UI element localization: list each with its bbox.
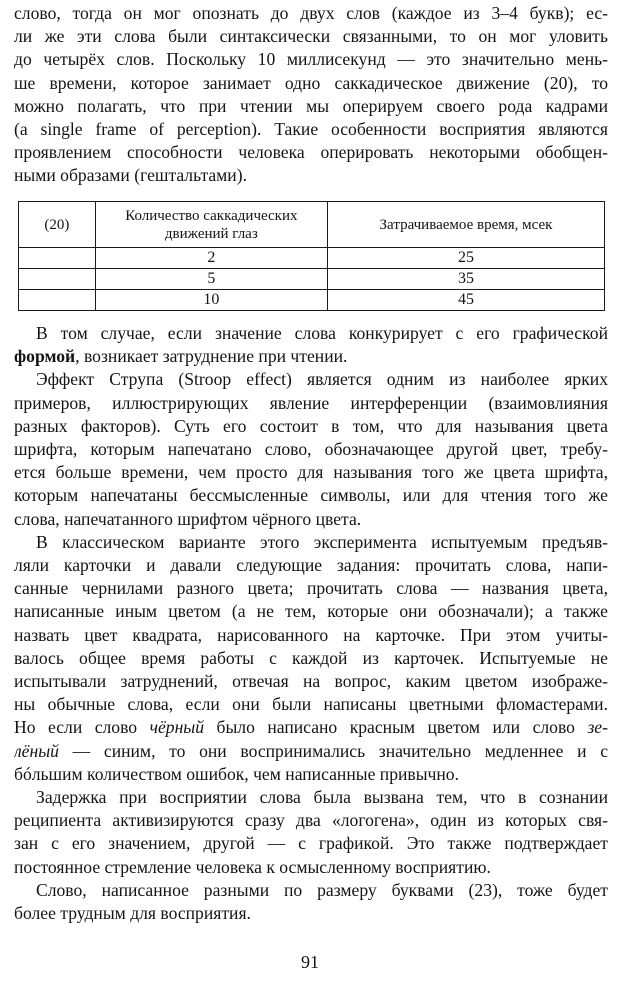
text-line: ляли карточки и давали следующие задания: прочитать слова, напи- [14, 555, 608, 576]
body-text [14, 322, 608, 925]
text-line: Эффект Струпа (Stroop effect) является одним из наиболее ярких [36, 369, 608, 390]
text-line: валось общее время работы с каждой из карточек. Испытуемые не [14, 647, 608, 668]
table-header-saccades: Количество саккадических движений глаз [95, 202, 327, 248]
text-line: слова, напечатанного шрифтом чёрного цвета. [14, 508, 362, 529]
text-line: проявлением способности человека оперировать некоторыми обобщен- [14, 142, 608, 163]
text-line: которым напечатаны бессмысленные символы, или для чтения того же [14, 485, 608, 506]
table-cell-empty [19, 248, 96, 269]
text-line [14, 345, 608, 368]
text-line: реципиента активизируются сразу два «логогена», один из которых свя- [14, 810, 608, 831]
text-line: более трудным для восприятия. [14, 903, 251, 924]
text-line: разных факторов). Суть его состоит в том, что для называния цвета [14, 415, 608, 436]
bold-term: формой [14, 346, 76, 367]
italic-word: зе- [587, 717, 608, 738]
text-span: , возникает затруднение при чтении. [75, 346, 348, 367]
text-line: слово, тогда он мог опознать до двух слов (каждое из 3–4 букв); ес- [14, 3, 608, 23]
text-line [14, 740, 608, 763]
text-span: было написано красным цветом или слово [204, 717, 588, 738]
text-line: Слово, написанное разными по размеру буквами (23), тоже будет [36, 879, 608, 900]
table-header-time: Затрачиваемое время, мсек [327, 202, 604, 248]
table-row [19, 290, 605, 311]
text-line: шрифта, которым напечатано слово, обозначающее другой цвет, требу- [14, 439, 608, 460]
text-line: испытывали затруднений, отвечая на вопрос, каким цветом изображе- [14, 671, 608, 692]
table-cell-saccades: 2 [95, 248, 327, 269]
paragraph-intro [14, 2, 608, 188]
text-line: до четырёх слов. Поскольку 10 миллисекунд — это значительно мень- [14, 49, 608, 70]
text-span: Но если слово [14, 717, 150, 738]
table-cell-saccades: 10 [95, 290, 327, 311]
table-cell-saccades: 5 [95, 269, 327, 290]
text-line: ше времени, которое занимает одно саккадическое движение (20), то [14, 72, 608, 93]
text-line: санные чернилами разного цвета; прочитать слова — названия цвета, [14, 578, 608, 599]
page-number: 91 [301, 952, 319, 972]
table-label: (20) [19, 202, 96, 248]
text-line: примеров, иллюстрирующих явление интерференции (взаимовлияния [14, 392, 608, 413]
table-cell-empty [19, 290, 96, 311]
italic-word: чёрный [149, 717, 205, 738]
italic-word: лёный [14, 740, 59, 761]
text-line: ными образами (гештальтами). [14, 165, 247, 186]
text-line: В классическом варианте этого эксперимента испытуемым предъяв- [36, 531, 608, 552]
text-line: ется больше времени, чем просто для называния того же цвета шрифта, [14, 462, 608, 483]
text-line [14, 716, 608, 739]
text-line: зан с его значением, другой — с графикой. Это также подтверждает [14, 833, 608, 854]
text-line: бóльшим количеством ошибок, чем написанные привычно. [14, 763, 460, 784]
text-line: ны обычные слова, если они были написаны цветными фломастерами. [14, 694, 608, 715]
table-cell-time: 25 [327, 248, 604, 269]
table-cell-time: 35 [327, 269, 604, 290]
text-line: постоянное стремление человека к осмысленному восприятию. [14, 856, 491, 877]
text-line: написанные иным цветом (а не тем, которые они обозначали); а также [14, 601, 608, 622]
text-span: — синим, то они воспринимались значительно медленнее и с [58, 740, 608, 761]
table-cell-empty [19, 269, 96, 290]
text-line: В том случае, если значение слова конкурирует с его графической [36, 323, 608, 343]
text-line: назвать цвет квадрата, нарисованного на карточке. При этом учиты- [14, 624, 608, 645]
text-line: можно полагать, что при чтении мы оперируем своего рода кадрами [14, 95, 608, 116]
table-row [19, 269, 605, 290]
table-cell-time: 45 [327, 290, 604, 311]
text-line: (a single frame of perception). Такие особенности восприятия являются [14, 119, 608, 140]
text-line: ли же эти слова были синтаксически связанными, то он мог уловить [14, 26, 608, 47]
table-row [19, 248, 605, 269]
text-line: Задержка при восприятии слова была вызвана тем, что в сознании [36, 787, 608, 808]
saccade-table [18, 201, 605, 311]
